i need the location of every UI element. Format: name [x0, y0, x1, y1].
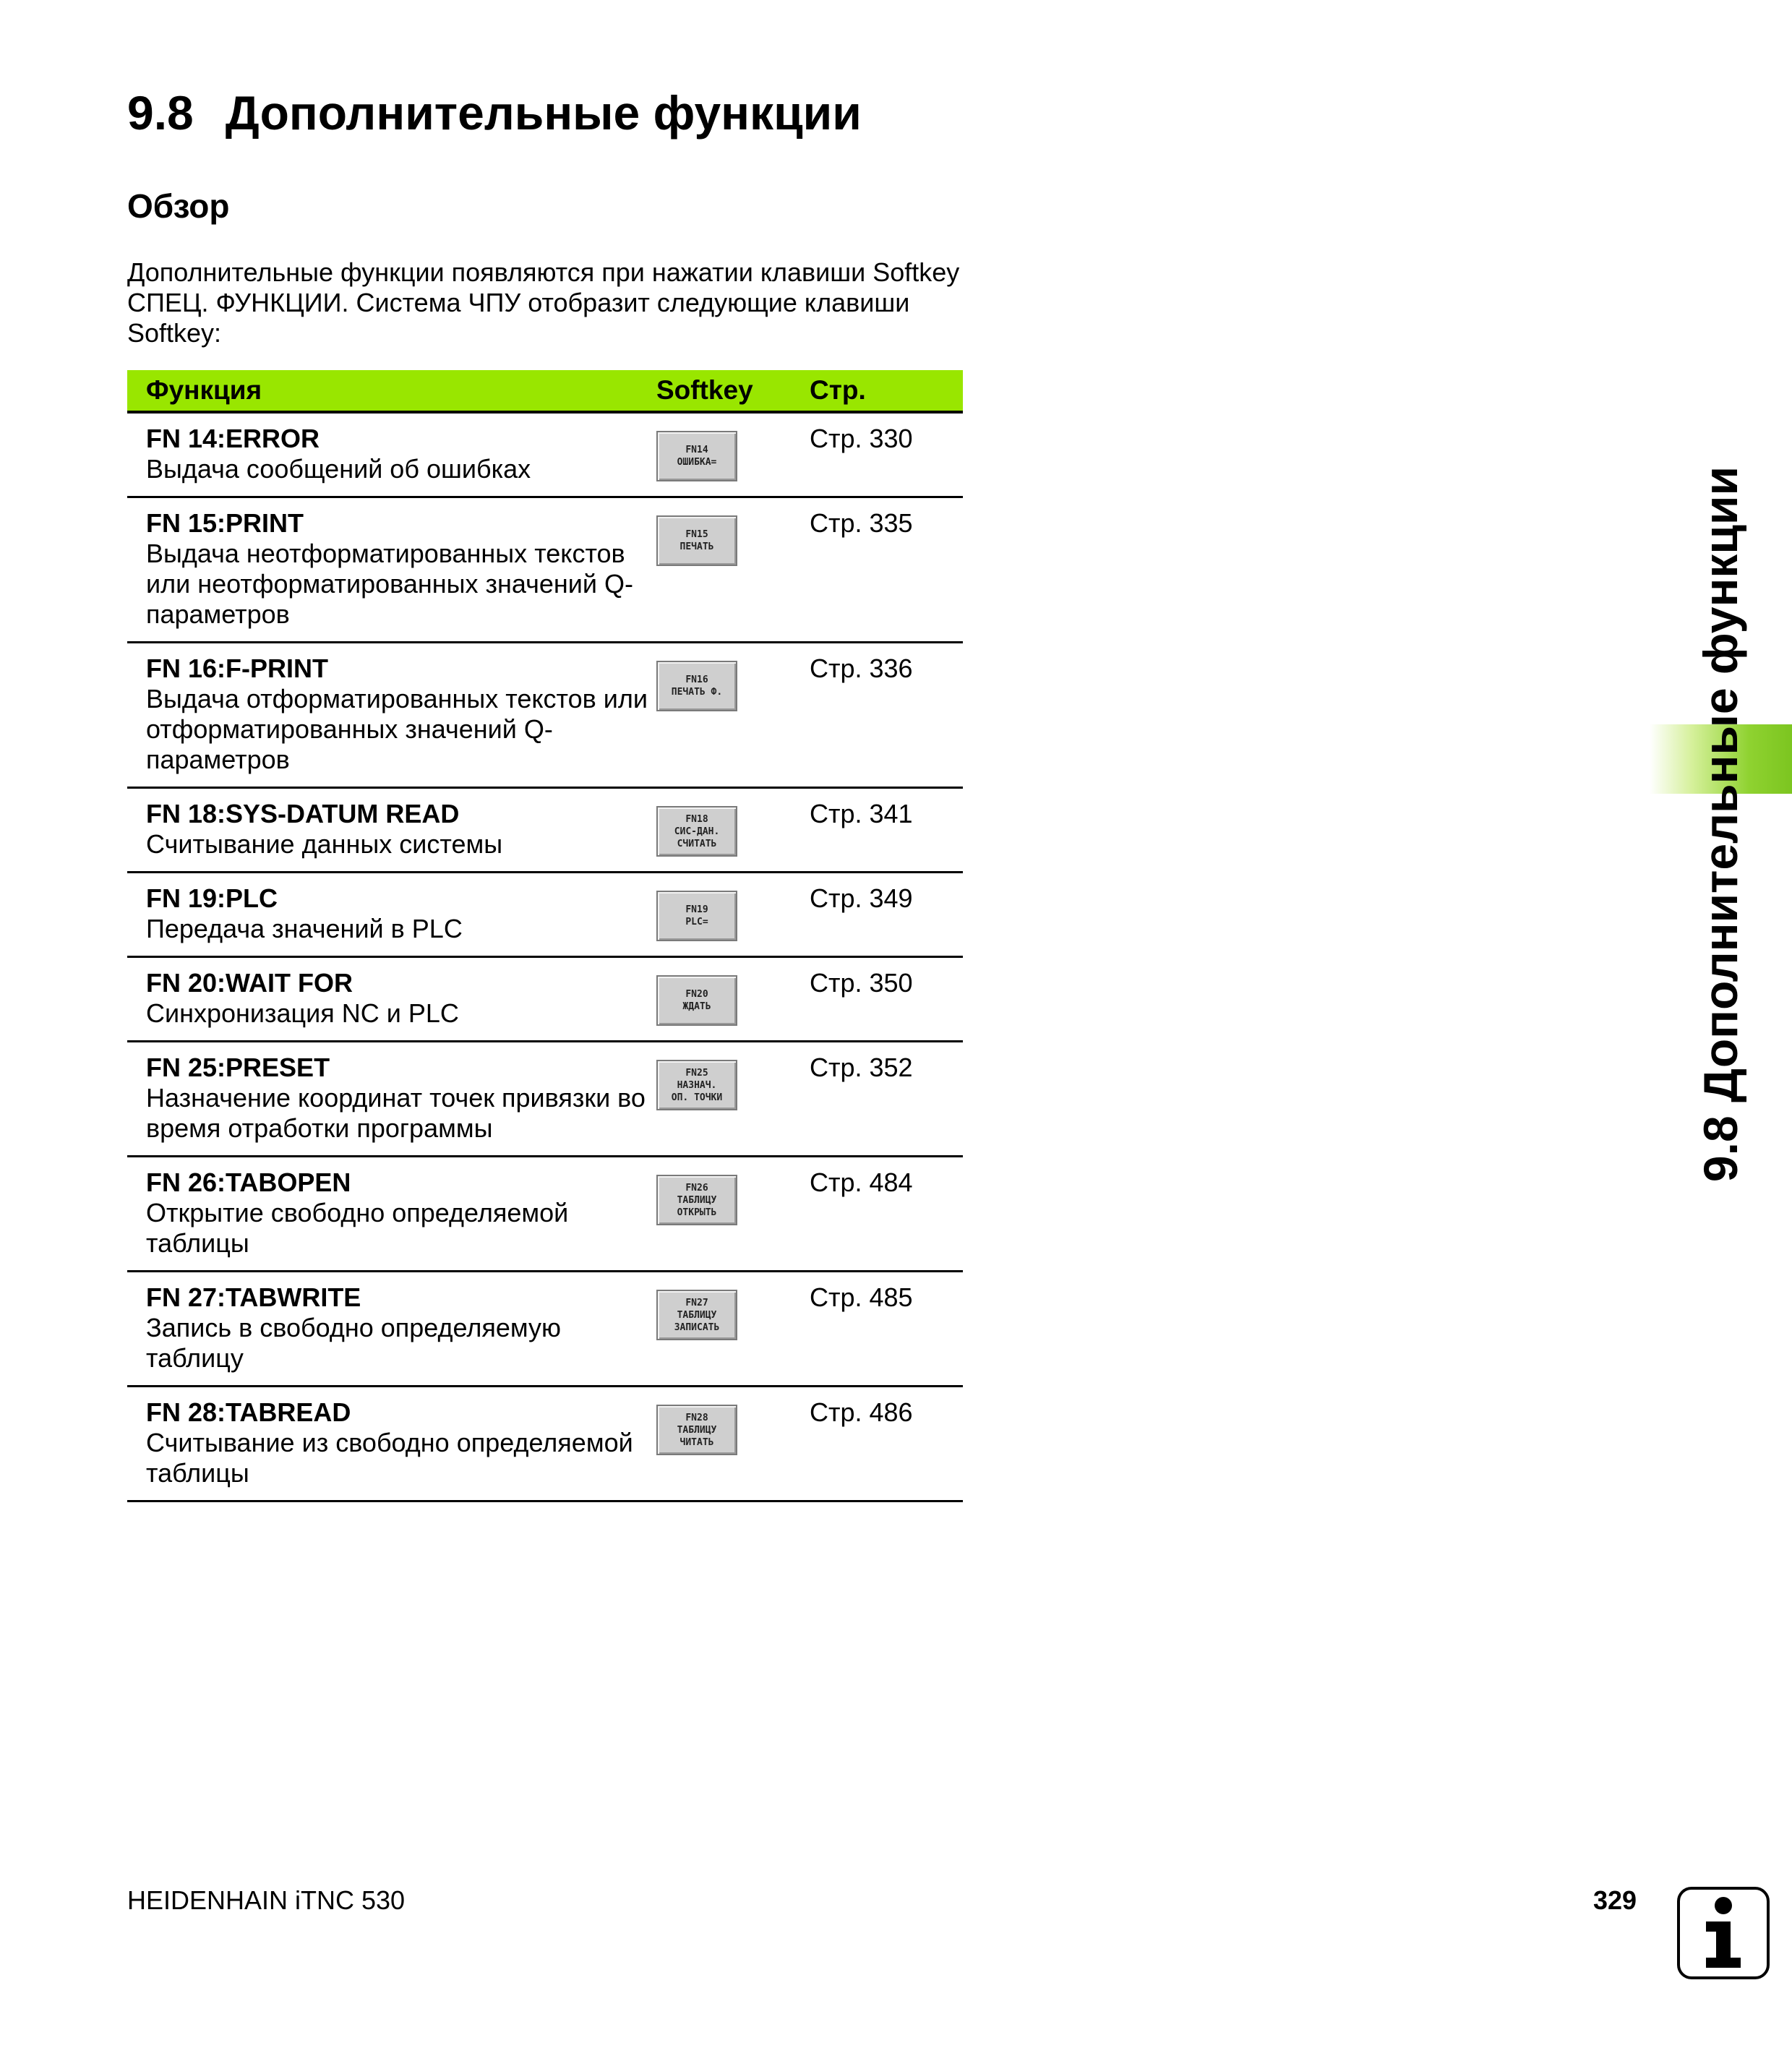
softkey-label-line: ПЕЧАТЬ — [679, 541, 714, 552]
function-name: FN 15:PRINT — [146, 508, 304, 538]
header-softkey: Softkey — [652, 370, 805, 412]
section-title — [127, 85, 862, 140]
softkey-cell — [652, 1042, 805, 1157]
softkey-label-line: ОТКРЫТЬ — [677, 1207, 717, 1218]
footer-page-number: 329 — [1593, 1885, 1637, 1915]
softkey-label-line: ОП. ТОЧКИ — [671, 1092, 723, 1103]
function-description: Запись в свободно определяемую таблицу — [146, 1313, 562, 1373]
function-description: Открытие свободно определяемой таблицы — [146, 1198, 569, 1258]
page-reference: Стр. 349 — [805, 873, 963, 957]
page-reference: Стр. 486 — [805, 1387, 963, 1501]
function-name: FN 16:F-PRINT — [146, 654, 328, 683]
softkey-cell — [652, 497, 805, 643]
softkey-button[interactable] — [656, 1405, 737, 1455]
function-name: FN 26:TABOPEN — [146, 1167, 351, 1197]
info-icon-glyph — [1694, 1895, 1752, 1971]
softkey-label-line: ОШИБКА= — [677, 457, 717, 468]
footer-product: HEIDENHAIN iTNC 530 — [127, 1885, 406, 1915]
function-name: FN 27:TABWRITE — [146, 1282, 361, 1312]
table-row — [127, 873, 963, 957]
softkey-label-line: FN28 — [685, 1412, 708, 1423]
table-row — [127, 1387, 963, 1501]
table-row — [127, 643, 963, 788]
function-cell — [127, 873, 652, 957]
side-chapter-label: 9.8 Дополнительные функции — [1694, 466, 1747, 1183]
intro-paragraph: Дополнительные функции появляются при нажатии клавиши Softkey СПЕЦ. ФУНКЦИИ. Система ЧПУ отобразит следующие клавиши Softkey: — [127, 257, 960, 348]
softkey-label-line: ТАБЛИЦУ — [677, 1424, 717, 1436]
function-name: FN 18:SYS-DATUM READ — [146, 799, 460, 828]
softkey-label-line: FN18 — [685, 813, 708, 825]
softkey-button[interactable] — [656, 1060, 737, 1110]
function-name: FN 14:ERROR — [146, 424, 320, 453]
softkey-button[interactable] — [656, 1175, 737, 1225]
softkey-label-line: ЖДАТЬ — [682, 1001, 711, 1012]
function-cell — [127, 957, 652, 1042]
function-cell — [127, 1387, 652, 1501]
softkey-button[interactable] — [656, 431, 737, 481]
softkey-button[interactable] — [656, 515, 737, 566]
softkey-label-line: ЗАПИСАТЬ — [674, 1321, 720, 1333]
softkey-cell — [652, 873, 805, 957]
softkey-label-line: FN26 — [685, 1182, 708, 1194]
function-cell — [127, 497, 652, 643]
function-name: FN 19:PLC — [146, 883, 278, 913]
function-description: Назначение координат точек привязки во время отработки программы — [146, 1083, 646, 1143]
softkey-label-line: НАЗНАЧ. — [677, 1079, 717, 1091]
table-header-row — [127, 370, 963, 412]
table-row — [127, 497, 963, 643]
header-function: Функция — [127, 370, 652, 412]
softkey-button[interactable] — [656, 661, 737, 711]
function-cell — [127, 643, 652, 788]
function-description: Выдача сообщений об ошибках — [146, 454, 531, 484]
section-number: 9.8 — [127, 86, 194, 140]
softkey-label-line: СИС-ДАН. — [674, 826, 720, 837]
softkey-cell — [652, 1157, 805, 1272]
page-reference: Стр. 350 — [805, 957, 963, 1042]
softkey-cell — [652, 788, 805, 873]
page-reference: Стр. 335 — [805, 497, 963, 643]
table-row — [127, 1272, 963, 1387]
function-cell — [127, 788, 652, 873]
softkey-label-line: FN19 — [685, 904, 708, 915]
table-row — [127, 957, 963, 1042]
function-name: FN 25:PRESET — [146, 1053, 330, 1082]
function-description: Передача значений в PLC — [146, 914, 463, 943]
header-page: Стр. — [805, 370, 963, 412]
softkey-label-line: FN14 — [685, 445, 708, 455]
function-description: Выдача отформатированных текстов или отформатированных значений Q-параметров — [146, 684, 648, 774]
function-cell — [127, 412, 652, 497]
softkey-cell — [652, 1272, 805, 1387]
table-body — [127, 412, 963, 1501]
section-title-text: Дополнительные функции — [225, 86, 862, 140]
table-row — [127, 412, 963, 497]
softkey-label-line: FN27 — [685, 1297, 708, 1308]
subheading: Обзор — [127, 187, 230, 225]
page-reference: Стр. 484 — [805, 1157, 963, 1272]
softkey-label-line: FN16 — [685, 674, 708, 685]
page-reference: Стр. 341 — [805, 788, 963, 873]
softkey-label-line: FN25 — [685, 1067, 708, 1079]
softkey-label-line: FN20 — [685, 989, 708, 1000]
function-description: Считывание данных системы — [146, 829, 503, 859]
softkey-label-line: ТАБЛИЦУ — [677, 1194, 717, 1206]
softkey-label-line: СЧИТАТЬ — [677, 838, 717, 849]
softkey-button[interactable] — [656, 806, 737, 857]
function-description: Выдача неотформатированных текстов или неотформатированных значений Q-параметров — [146, 539, 633, 629]
softkey-button[interactable] — [656, 891, 737, 941]
functions-table — [127, 370, 963, 1502]
softkey-label-line: ТАБЛИЦУ — [677, 1309, 717, 1321]
page-reference: Стр. 485 — [805, 1272, 963, 1387]
function-name: FN 20:WAIT FOR — [146, 968, 353, 998]
page-reference: Стр. 336 — [805, 643, 963, 788]
softkey-cell — [652, 957, 805, 1042]
page-reference: Стр. 330 — [805, 412, 963, 497]
softkey-cell — [652, 412, 805, 497]
table-row — [127, 1157, 963, 1272]
softkey-cell — [652, 1387, 805, 1501]
softkey-label-line: FN15 — [685, 529, 708, 540]
function-cell — [127, 1042, 652, 1157]
softkey-label-line: ЧИТАТЬ — [679, 1436, 714, 1448]
table-row — [127, 788, 963, 873]
softkey-label-line: ПЕЧАТЬ Ф. — [671, 687, 723, 698]
function-description: Считывание из свободно определяемой таблицы — [146, 1428, 633, 1488]
page-reference: Стр. 352 — [805, 1042, 963, 1157]
info-icon — [1677, 1887, 1770, 1979]
softkey-label-line: PLC= — [685, 917, 708, 927]
function-description: Синхронизация NC и PLC — [146, 998, 459, 1028]
softkey-button[interactable] — [656, 975, 737, 1026]
softkey-button[interactable] — [656, 1290, 737, 1340]
softkey-cell — [652, 643, 805, 788]
function-cell — [127, 1157, 652, 1272]
function-cell — [127, 1272, 652, 1387]
table-row — [127, 1042, 963, 1157]
function-name: FN 28:TABREAD — [146, 1397, 351, 1427]
